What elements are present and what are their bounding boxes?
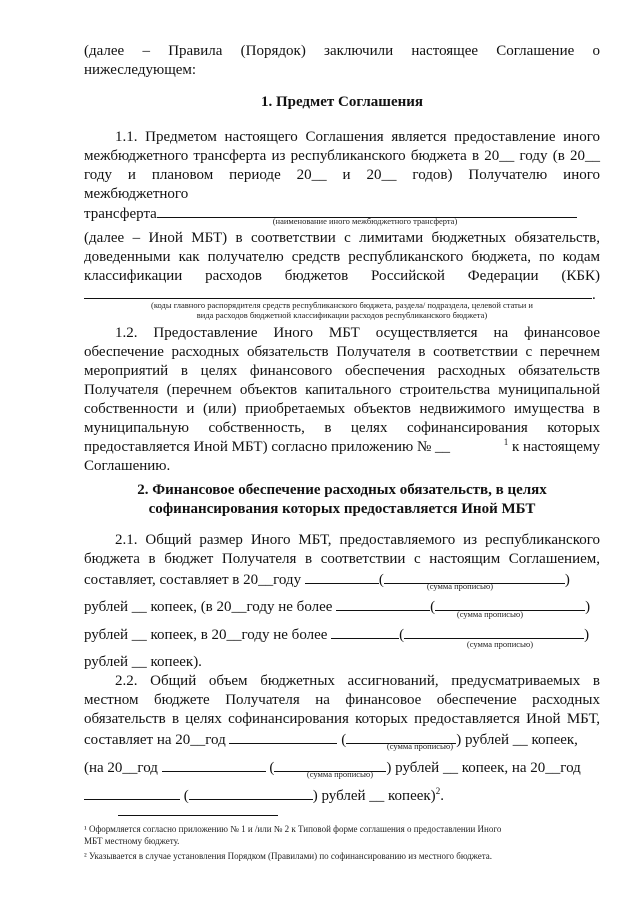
amount-2022-blank[interactable]: [336, 596, 430, 611]
p11-line-8: классификации расходов бюджетов Российской Федерации (КБК): [84, 268, 600, 284]
amount-words-blank-3[interactable]: [404, 624, 584, 639]
section-2-title-1: 2. Финансовое обеспечение расходных обязательств, в целях: [137, 482, 547, 498]
caption-words-4: (сумма прописью): [386, 741, 454, 751]
kbk-caption-2: вида расходов бюджетной классификации расходов республиканского бюджета): [196, 310, 488, 320]
p11-line-1: 1.1. Предметом настоящего Соглашения является предоставление иного: [115, 129, 600, 145]
kbk-blank[interactable]: [84, 284, 592, 299]
footnote-separator: [118, 815, 278, 816]
intro-line-1: (далее – Правила (Порядок) заключили настоящее Соглашение о: [84, 43, 600, 59]
p12-line-2: обеспечение расходных обязательств Получателя в соответствии с перечнем: [84, 344, 600, 360]
p11-line-4: межбюджетного: [84, 186, 189, 202]
budget-2022-blank[interactable]: [162, 757, 266, 772]
p12-line-3: мероприятий в целях финансового обеспечения расходных обязательств: [84, 363, 600, 379]
p12-line-7-a: предоставляется Иной МБТ) согласно приложению № __: [84, 439, 451, 455]
recipient-label: трансферта: [84, 206, 157, 222]
amount-2023-blank[interactable]: [331, 624, 399, 639]
caption-words-3: (сумма прописью): [466, 639, 534, 649]
caption-words-1: (сумма прописью): [426, 581, 494, 591]
amount-2021-blank[interactable]: [305, 569, 379, 584]
footnote-1-line-1: ¹ Оформляется согласно приложению № 1 и /или № 2 к Типовой форме соглашения о предоставлении Иного: [84, 824, 502, 834]
p11-line-3: году и плановом периоде 20__ и 20__ годов) Получателю иного: [84, 167, 600, 183]
p22-line-1: 2.2. Общий объем бюджетных ассигнований, предусматриваемых в: [115, 673, 600, 689]
section-1-title: 1. Предмет Соглашения: [260, 94, 424, 110]
budget-words-blank-3[interactable]: [189, 785, 313, 800]
budget-2021-blank[interactable]: [229, 729, 337, 744]
caption-words-5: (сумма прописью): [306, 769, 374, 779]
intro-line-2: нижеследующем:: [84, 62, 197, 78]
budget-2023-blank[interactable]: [84, 785, 180, 800]
p12-line-6: муниципальную собственность, в целях софинансирования которых: [84, 420, 600, 436]
caption-words-2: (сумма прописью): [456, 609, 524, 619]
p12-line-7-b: $^1$ к настоящему: [503, 437, 600, 455]
kbk-dot: .: [592, 287, 596, 303]
p12-line-1: 1.2. Предоставление Иного МБТ осуществляется на финансовое: [115, 325, 600, 341]
footnote-2: ² Указывается в случае установления Порядком (Правилами) по софинансированию из местного бюджета.: [84, 851, 493, 861]
footnote-ref-2[interactable]: 2: [435, 786, 441, 796]
footnote-ref-1[interactable]: 1: [503, 437, 509, 447]
p22-line-4: составляет на 20__год ( ) рублей __ копеек,: [84, 729, 600, 750]
p21-line-6: рублей __ копеек).: [84, 654, 202, 670]
p21-line-4: рублей __ копеек, (в 20__году не более ( ): [84, 596, 600, 617]
kbk-caption-1: (коды главного распорядителя средств республиканского бюджета, раздела/ подраздела, целевой статьи и: [151, 300, 533, 310]
recipient-caption: (наименование иного межбюджетного трансферта): [272, 216, 458, 226]
p12-line-8: Соглашению.: [84, 458, 171, 474]
p12-line-7: [84, 438, 600, 457]
p22-line-2: местном бюджете Получателя на финансовое обеспечение расходных: [84, 692, 600, 708]
p21-line-3: составляет, составляет в 20__году ( ): [84, 569, 600, 590]
p22-line-5: (на 20__год ( ) рублей __ копеек, на 20__год: [84, 757, 600, 778]
section-2-title-2: софинансирования которых предоставляется Иной МБТ: [148, 501, 536, 517]
p11-line-2: межбюджетного трансферта из республиканского бюджета в 20__ году (в 20__: [84, 148, 600, 164]
p21-line-5: рублей __ копеек, в 20__году не более ( ): [84, 624, 600, 645]
p11-line-7: доведенными как получателю средств республиканского бюджета, по кодам: [84, 249, 600, 265]
p11-line-6: (далее – Иной МБТ) в соответствии с лимитами бюджетных обязательств,: [84, 230, 600, 246]
p12-line-5: собственности и (или) приобретаемых объектов недвижимого имущества в: [84, 401, 600, 417]
footnote-1-line-2: МБТ местному бюджету.: [84, 836, 180, 846]
p22-line-3: обязательств в целях софинансирования которых предоставляется Иной МБТ,: [84, 711, 600, 727]
p21-line-2: бюджета в бюджет Получателя в соответствии с настоящим Соглашением,: [84, 551, 600, 567]
p21-line-1: 2.1. Общий размер Иного МБТ, предоставляемого из республиканского: [115, 532, 600, 548]
p12-line-4: Получателя (перечнем объектов капитального строительства муниципальной: [84, 382, 600, 398]
p22-line-6: ( ) рублей __ копеек)$^2$.: [84, 785, 600, 806]
